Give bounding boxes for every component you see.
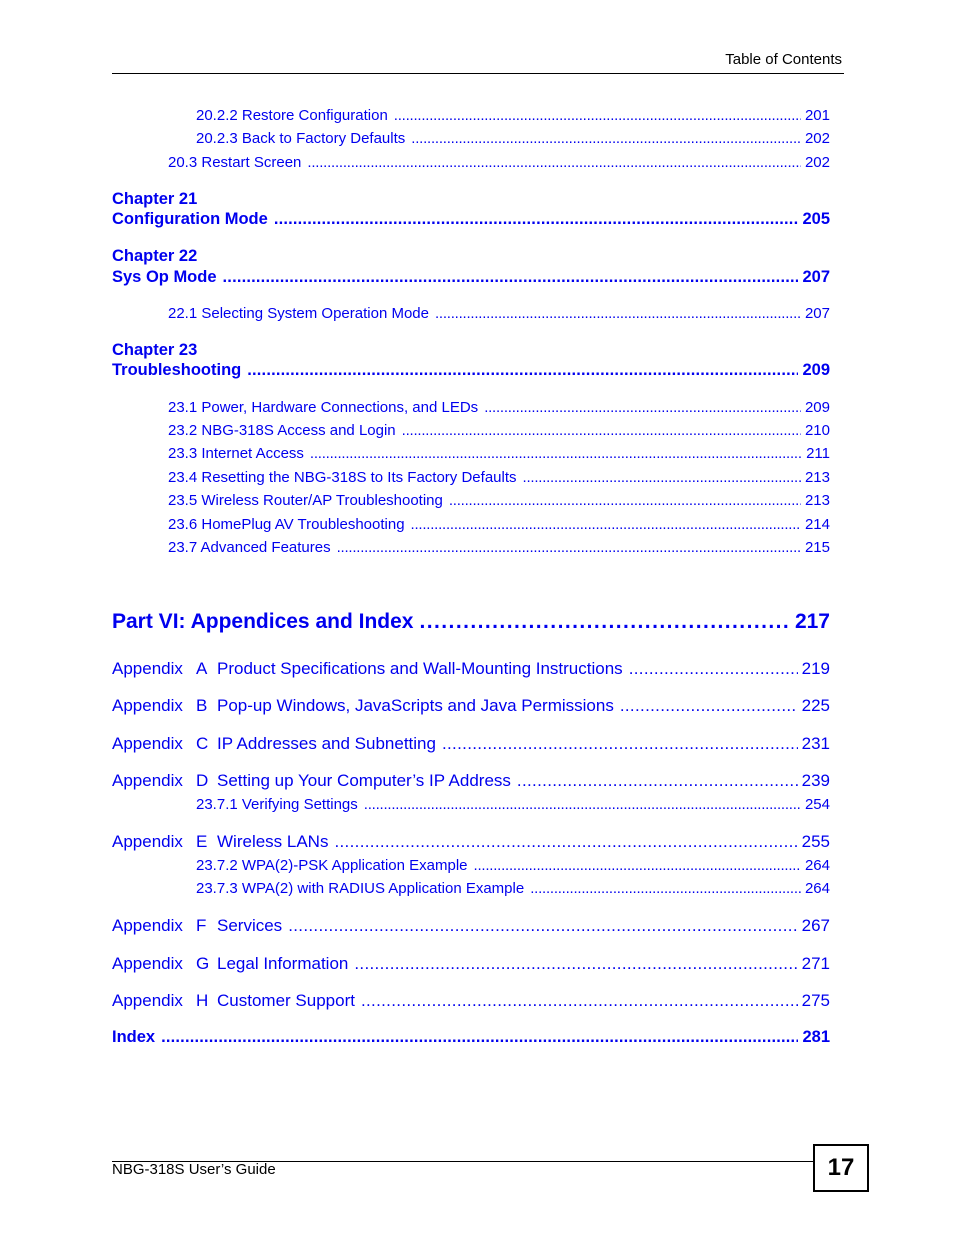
header-divider xyxy=(112,73,844,74)
toc-page-number: 211 xyxy=(806,445,830,462)
toc-page-number: 264 xyxy=(804,857,830,874)
toc-entry-label: Appendix H Customer Support xyxy=(112,991,355,1010)
toc-leader-dots xyxy=(247,362,798,379)
toc-page-number: 219 xyxy=(801,659,830,678)
toc-leader-dots xyxy=(442,735,798,752)
toc-entry-20-3[interactable] xyxy=(0,154,830,171)
toc-page-number: 213 xyxy=(804,492,830,509)
toc-leader-dots xyxy=(411,131,801,146)
toc-leader-dots xyxy=(288,917,797,934)
toc-entry-23-2[interactable] xyxy=(0,422,830,439)
toc-part-6[interactable] xyxy=(0,610,830,634)
toc-entry-label: 23.5 Wireless Router/AP Troubleshooting xyxy=(168,492,443,509)
toc-leader-dots xyxy=(361,992,798,1009)
toc-page-number: 267 xyxy=(801,916,830,935)
toc-page-number: 207 xyxy=(804,305,830,322)
toc-page-number: 207 xyxy=(802,268,830,286)
toc-entry-label: 23.2 NBG-318S Access and Login xyxy=(168,422,396,439)
toc-page-number: 225 xyxy=(801,696,830,715)
toc-entry-label: Configuration Mode xyxy=(112,210,268,228)
toc-entry-label: Appendix D Setting up Your Computer’s IP Address xyxy=(112,771,511,790)
toc-index[interactable] xyxy=(0,1028,830,1047)
toc-page-number: 275 xyxy=(801,991,830,1010)
page-number-box: 17 xyxy=(813,1144,869,1192)
toc-leader-dots xyxy=(474,858,801,873)
toc-leader-dots xyxy=(274,211,799,228)
toc-entry-label: 23.3 Internet Access xyxy=(168,445,304,462)
toc-leader-dots xyxy=(419,611,790,632)
toc-entry-23-4[interactable] xyxy=(0,469,830,486)
toc-page-number: 281 xyxy=(802,1028,830,1046)
toc-entry-23-7[interactable] xyxy=(0,539,830,556)
toc-entry-20-2-3[interactable] xyxy=(0,130,830,147)
toc-page-number: 202 xyxy=(804,130,830,147)
chapter-21-label: Chapter 21 xyxy=(112,190,198,208)
toc-entry-label: Sys Op Mode xyxy=(112,268,217,286)
toc-page-number: 210 xyxy=(804,422,830,439)
toc-appendix-e[interactable] xyxy=(0,832,830,852)
toc-page-number: 209 xyxy=(804,399,830,416)
toc-leader-dots xyxy=(449,493,801,508)
toc-entry-label: Troubleshooting xyxy=(112,361,242,379)
toc-page-number: 214 xyxy=(804,516,830,533)
toc-appendix-h[interactable] xyxy=(0,991,830,1011)
toc-page-number: 202 xyxy=(804,154,830,171)
toc-appendix-g[interactable] xyxy=(0,954,830,974)
toc-leader-dots xyxy=(530,881,801,896)
toc-entry-label: Appendix E Wireless LANs xyxy=(112,832,329,851)
toc-entry-label: Appendix C IP Addresses and Subnetting xyxy=(112,734,436,753)
toc-entry-label: 23.7.1 Verifying Settings xyxy=(196,796,358,813)
toc-page-number: 239 xyxy=(801,771,830,790)
toc-leader-dots xyxy=(629,660,798,677)
toc-appendix-f[interactable] xyxy=(0,916,830,936)
toc-page-number: 213 xyxy=(804,469,830,486)
toc-page-number: 231 xyxy=(801,734,830,753)
toc-leader-dots xyxy=(435,306,801,321)
toc-entry-label: Part VI: Appendices and Index xyxy=(112,610,414,633)
toc-entry-23-7-3[interactable] xyxy=(0,880,830,897)
toc-page-number: 255 xyxy=(801,832,830,851)
chapter-23-label: Chapter 23 xyxy=(112,341,198,359)
toc-entry-23-7-2[interactable] xyxy=(0,857,830,874)
running-header-title: Table of Contents xyxy=(725,51,842,68)
toc-entry-label: Appendix F Services xyxy=(112,916,283,935)
toc-appendix-a[interactable] xyxy=(0,659,830,679)
toc-entry-23-3[interactable] xyxy=(0,445,830,462)
toc-leader-dots xyxy=(620,697,798,714)
toc-leader-dots xyxy=(364,797,801,812)
toc-entry-label: Appendix G Legal Information xyxy=(112,954,349,973)
toc-entry-label: 23.7.3 WPA(2) with RADIUS Application Example xyxy=(196,880,525,897)
toc-page-number: 215 xyxy=(804,539,830,556)
toc-leader-dots xyxy=(337,540,801,555)
chapter-22-label: Chapter 22 xyxy=(112,247,198,265)
toc-entry-23-1[interactable] xyxy=(0,399,830,416)
toc-entry-23-7-1[interactable] xyxy=(0,796,830,813)
toc-entry-label: 22.1 Selecting System Operation Mode xyxy=(168,305,429,322)
toc-entry-label: 23.7 Advanced Features xyxy=(168,539,331,556)
toc-page-number: 271 xyxy=(801,954,830,973)
toc-entry-label: 20.2.3 Back to Factory Defaults xyxy=(196,130,406,147)
toc-entry-23-6[interactable] xyxy=(0,516,830,533)
toc-leader-dots xyxy=(402,423,801,438)
toc-entry-label: Appendix B Pop-up Windows, JavaScripts and Java Permissions xyxy=(112,696,614,715)
toc-leader-dots xyxy=(354,955,797,972)
toc-entry-label: 23.1 Power, Hardware Connections, and LEDs xyxy=(168,399,479,416)
toc-entry-label: 23.7.2 WPA(2)-PSK Application Example xyxy=(196,857,468,874)
toc-leader-dots xyxy=(484,400,801,415)
toc-chapter-21[interactable] xyxy=(0,210,830,229)
toc-appendix-b[interactable] xyxy=(0,696,830,716)
toc-page-number: 205 xyxy=(802,210,830,228)
toc-appendix-c[interactable] xyxy=(0,734,830,754)
footer-guide-title: NBG-318S User’s Guide xyxy=(112,1161,276,1178)
toc-entry-20-2-2[interactable] xyxy=(0,107,830,124)
toc-leader-dots xyxy=(394,108,801,123)
toc-leader-dots xyxy=(223,269,799,286)
toc-entry-label: 20.3 Restart Screen xyxy=(168,154,302,171)
toc-entry-label: Appendix A Product Specifications and Wall-Mounting Instructions xyxy=(112,659,623,678)
toc-chapter-22[interactable] xyxy=(0,268,830,287)
toc-entry-23-5[interactable] xyxy=(0,492,830,509)
toc-chapter-23[interactable] xyxy=(0,361,830,380)
toc-leader-dots xyxy=(310,446,802,461)
toc-leader-dots xyxy=(517,772,798,789)
toc-page-number: 209 xyxy=(802,361,830,379)
toc-entry-label: Index xyxy=(112,1028,156,1046)
toc-entry-label: 20.2.2 Restore Configuration xyxy=(196,107,388,124)
toc-leader-dots xyxy=(307,155,801,170)
toc-page-number: 264 xyxy=(804,880,830,897)
toc-page-number: 217 xyxy=(794,610,830,633)
toc-page-number: 201 xyxy=(804,107,830,124)
toc-entry-label: 23.4 Resetting the NBG-318S to Its Factory Defaults xyxy=(168,469,517,486)
toc-entry-label: 23.6 HomePlug AV Troubleshooting xyxy=(168,516,405,533)
toc-leader-dots xyxy=(523,470,801,485)
toc-leader-dots xyxy=(161,1029,798,1046)
toc-leader-dots xyxy=(411,517,801,532)
toc-appendix-d[interactable] xyxy=(0,771,830,791)
toc-page-number: 254 xyxy=(804,796,830,813)
toc-leader-dots xyxy=(334,833,797,850)
toc-entry-22-1[interactable] xyxy=(0,305,830,322)
